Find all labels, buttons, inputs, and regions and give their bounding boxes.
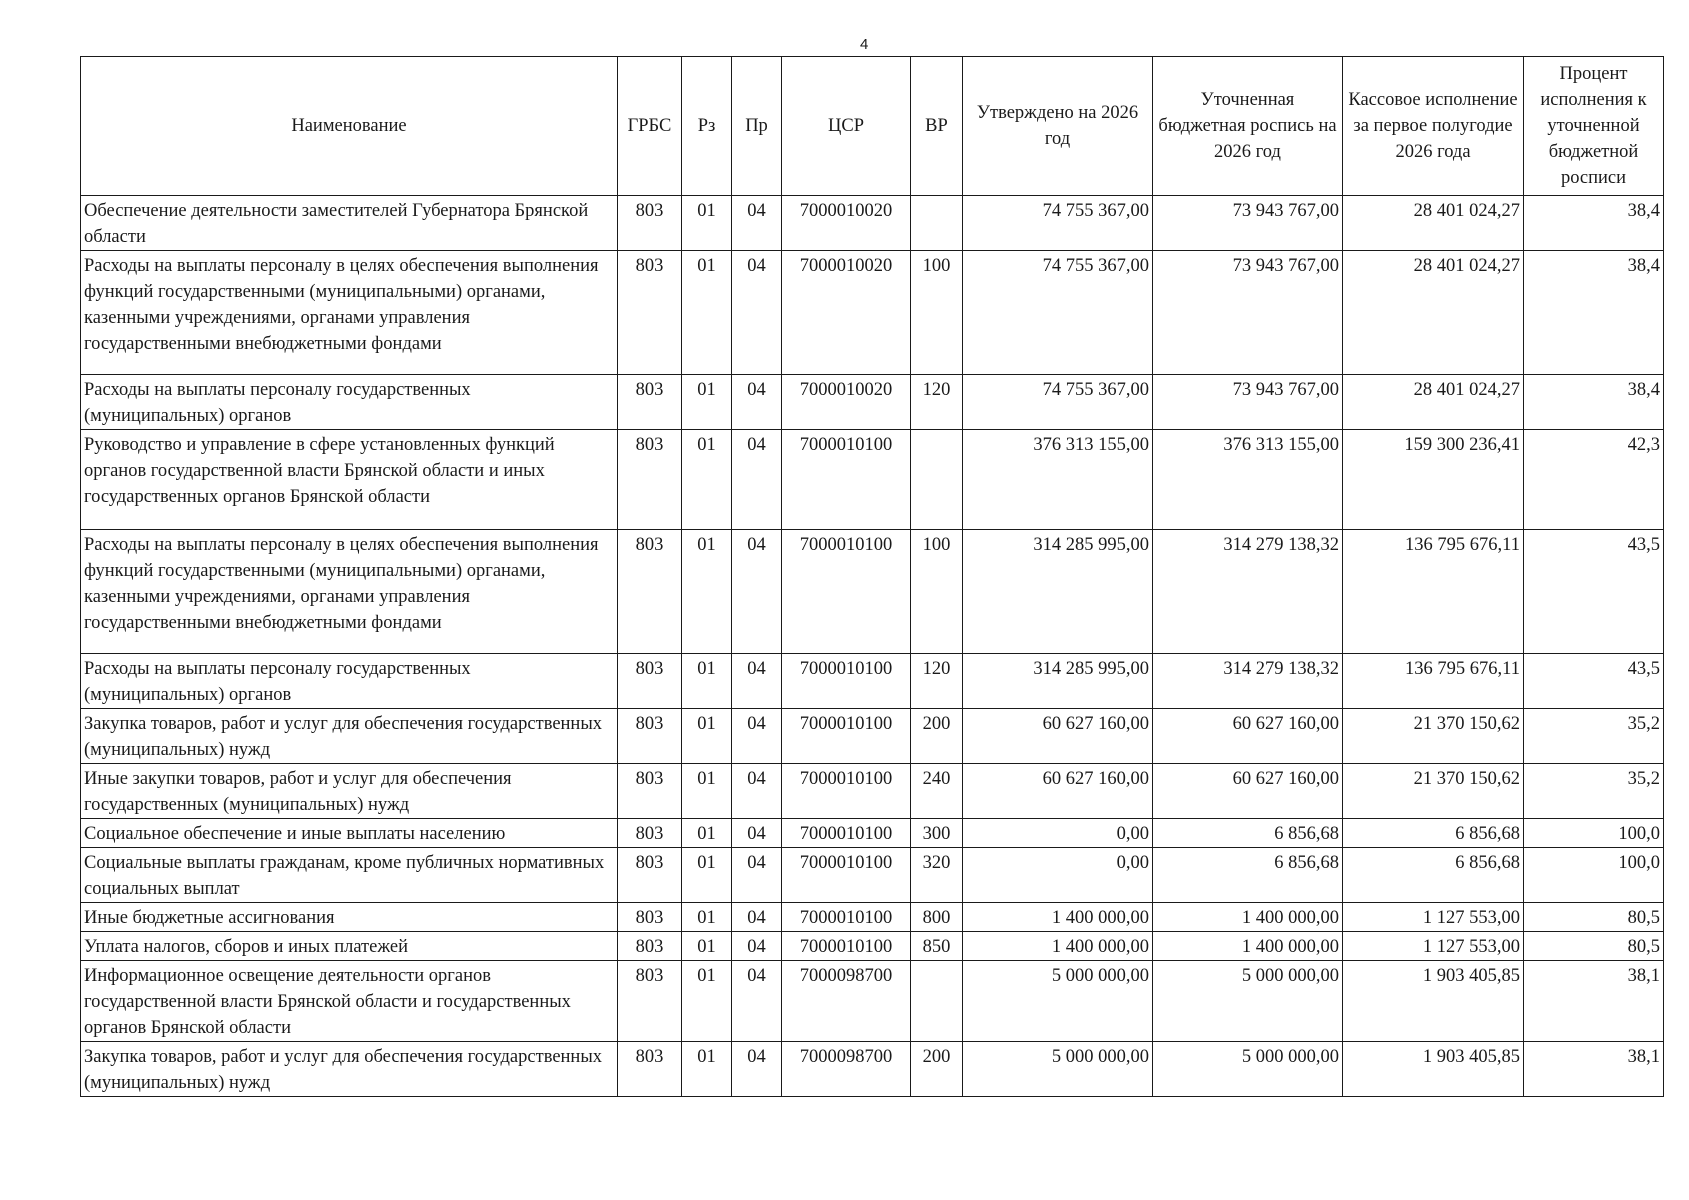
cell-pr: 04 (732, 430, 782, 530)
cell-rz: 01 (682, 1042, 732, 1097)
cell-csr: 7000010100 (782, 654, 911, 709)
cell-name: Расходы на выплаты персоналу в целях обеспечения выполнения функций государственными (муниципальными) органами, казенными учреждениями, органами управления государственными внебюджетными фондами (81, 251, 618, 375)
cell-csr: 7000010100 (782, 819, 911, 848)
cell-approved: 1 400 000,00 (963, 932, 1153, 961)
cell-name: Расходы на выплаты персоналу государственных (муниципальных) органов (81, 654, 618, 709)
cell-percent: 38,1 (1524, 1042, 1664, 1097)
cell-rz: 01 (682, 764, 732, 819)
table-row (81, 196, 1664, 251)
table-row (81, 903, 1664, 932)
cell-pr: 04 (732, 530, 782, 654)
cell-approved: 0,00 (963, 819, 1153, 848)
cell-vr (911, 196, 963, 251)
cell-grbs: 803 (618, 430, 682, 530)
cell-refined: 60 627 160,00 (1153, 709, 1343, 764)
cell-percent: 42,3 (1524, 430, 1664, 530)
cell-name: Информационное освещение деятельности органов государственной власти Брянской области и государственных органов Брянской области (81, 961, 618, 1042)
cell-vr: 320 (911, 848, 963, 903)
cell-percent: 35,2 (1524, 764, 1664, 819)
cell-grbs: 803 (618, 1042, 682, 1097)
cell-refined: 5 000 000,00 (1153, 961, 1343, 1042)
cell-grbs: 803 (618, 530, 682, 654)
cell-refined: 6 856,68 (1153, 819, 1343, 848)
cell-vr: 200 (911, 1042, 963, 1097)
cell-refined: 5 000 000,00 (1153, 1042, 1343, 1097)
cell-percent: 43,5 (1524, 530, 1664, 654)
cell-refined: 60 627 160,00 (1153, 764, 1343, 819)
cell-pr: 04 (732, 848, 782, 903)
cell-refined: 73 943 767,00 (1153, 251, 1343, 375)
cell-cash: 1 127 553,00 (1343, 903, 1524, 932)
cell-refined: 376 313 155,00 (1153, 430, 1343, 530)
cell-pr: 04 (732, 932, 782, 961)
cell-csr: 7000010100 (782, 764, 911, 819)
header-grbs: ГРБС (618, 57, 682, 196)
header-csr: ЦСР (782, 57, 911, 196)
cell-grbs: 803 (618, 251, 682, 375)
table-row (81, 932, 1664, 961)
table-header-row (81, 57, 1664, 196)
cell-approved: 5 000 000,00 (963, 1042, 1153, 1097)
page-number: 4 (860, 36, 869, 53)
table-row (81, 1042, 1664, 1097)
cell-name: Обеспечение деятельности заместителей Губернатора Брянской области (81, 196, 618, 251)
cell-rz: 01 (682, 430, 732, 530)
cell-rz: 01 (682, 709, 732, 764)
cell-approved: 74 755 367,00 (963, 196, 1153, 251)
cell-pr: 04 (732, 709, 782, 764)
cell-rz: 01 (682, 196, 732, 251)
cell-refined: 314 279 138,32 (1153, 654, 1343, 709)
table-row (81, 709, 1664, 764)
cell-grbs: 803 (618, 709, 682, 764)
table-row (81, 375, 1664, 430)
table-row (81, 764, 1664, 819)
cell-pr: 04 (732, 654, 782, 709)
cell-name: Иные бюджетные ассигнования (81, 903, 618, 932)
cell-approved: 1 400 000,00 (963, 903, 1153, 932)
cell-percent: 80,5 (1524, 903, 1664, 932)
cell-percent: 38,4 (1524, 196, 1664, 251)
cell-csr: 7000010100 (782, 709, 911, 764)
cell-grbs: 803 (618, 375, 682, 430)
cell-refined: 314 279 138,32 (1153, 530, 1343, 654)
cell-cash: 28 401 024,27 (1343, 196, 1524, 251)
cell-cash: 28 401 024,27 (1343, 375, 1524, 430)
cell-approved: 376 313 155,00 (963, 430, 1153, 530)
header-refined: Уточненная бюджетная роспись на 2026 год (1153, 57, 1343, 196)
cell-vr: 120 (911, 654, 963, 709)
cell-csr: 7000010100 (782, 430, 911, 530)
cell-vr: 200 (911, 709, 963, 764)
cell-vr (911, 961, 963, 1042)
cell-name: Расходы на выплаты персоналу в целях обеспечения выполнения функций государственными (муниципальными) органами, казенными учреждениями, органами управления государственными внебюджетными фондами (81, 530, 618, 654)
cell-percent: 38,4 (1524, 251, 1664, 375)
table-row (81, 430, 1664, 530)
cell-name: Уплата налогов, сборов и иных платежей (81, 932, 618, 961)
cell-grbs: 803 (618, 654, 682, 709)
cell-percent: 100,0 (1524, 848, 1664, 903)
cell-csr: 7000098700 (782, 961, 911, 1042)
table-row (81, 530, 1664, 654)
cell-pr: 04 (732, 961, 782, 1042)
cell-approved: 314 285 995,00 (963, 654, 1153, 709)
cell-approved: 60 627 160,00 (963, 709, 1153, 764)
cell-approved: 74 755 367,00 (963, 375, 1153, 430)
cell-csr: 7000010100 (782, 932, 911, 961)
cell-grbs: 803 (618, 961, 682, 1042)
header-pr: Пр (732, 57, 782, 196)
cell-cash: 21 370 150,62 (1343, 709, 1524, 764)
cell-vr (911, 430, 963, 530)
cell-percent: 35,2 (1524, 709, 1664, 764)
cell-vr: 100 (911, 530, 963, 654)
header-percent: Процент исполнения к уточненной бюджетной росписи (1524, 57, 1664, 196)
cell-approved: 314 285 995,00 (963, 530, 1153, 654)
cell-vr: 850 (911, 932, 963, 961)
cell-rz: 01 (682, 932, 732, 961)
cell-grbs: 803 (618, 903, 682, 932)
cell-cash: 136 795 676,11 (1343, 654, 1524, 709)
cell-cash: 6 856,68 (1343, 819, 1524, 848)
header-approved: Утверждено на 2026 год (963, 57, 1153, 196)
table-row (81, 251, 1664, 375)
cell-cash: 136 795 676,11 (1343, 530, 1524, 654)
cell-cash: 1 903 405,85 (1343, 961, 1524, 1042)
cell-pr: 04 (732, 819, 782, 848)
cell-vr: 240 (911, 764, 963, 819)
cell-csr: 7000010020 (782, 196, 911, 251)
cell-approved: 60 627 160,00 (963, 764, 1153, 819)
cell-refined: 73 943 767,00 (1153, 375, 1343, 430)
cell-grbs: 803 (618, 196, 682, 251)
cell-grbs: 803 (618, 848, 682, 903)
cell-pr: 04 (732, 764, 782, 819)
cell-csr: 7000098700 (782, 1042, 911, 1097)
cell-cash: 1 903 405,85 (1343, 1042, 1524, 1097)
cell-percent: 38,1 (1524, 961, 1664, 1042)
cell-pr: 04 (732, 375, 782, 430)
cell-vr: 120 (911, 375, 963, 430)
table-row (81, 819, 1664, 848)
cell-name: Расходы на выплаты персоналу государственных (муниципальных) органов (81, 375, 618, 430)
cell-rz: 01 (682, 903, 732, 932)
cell-cash: 1 127 553,00 (1343, 932, 1524, 961)
cell-percent: 80,5 (1524, 932, 1664, 961)
budget-table (80, 56, 1664, 1097)
cell-rz: 01 (682, 654, 732, 709)
header-vr: ВР (911, 57, 963, 196)
cell-vr: 100 (911, 251, 963, 375)
cell-rz: 01 (682, 251, 732, 375)
cell-vr: 300 (911, 819, 963, 848)
header-rz: Рз (682, 57, 732, 196)
cell-name: Руководство и управление в сфере установленных функций органов государственной власти Брянской области и иных государственных органов Брянской области (81, 430, 618, 530)
cell-refined: 1 400 000,00 (1153, 932, 1343, 961)
table-row (81, 961, 1664, 1042)
table-row (81, 848, 1664, 903)
cell-cash: 159 300 236,41 (1343, 430, 1524, 530)
cell-refined: 1 400 000,00 (1153, 903, 1343, 932)
cell-rz: 01 (682, 819, 732, 848)
cell-name: Закупка товаров, работ и услуг для обеспечения государственных (муниципальных) нужд (81, 1042, 618, 1097)
cell-rz: 01 (682, 961, 732, 1042)
cell-percent: 43,5 (1524, 654, 1664, 709)
cell-pr: 04 (732, 196, 782, 251)
cell-name: Социальное обеспечение и иные выплаты населению (81, 819, 618, 848)
cell-name: Социальные выплаты гражданам, кроме публичных нормативных социальных выплат (81, 848, 618, 903)
cell-approved: 74 755 367,00 (963, 251, 1153, 375)
cell-pr: 04 (732, 251, 782, 375)
cell-approved: 5 000 000,00 (963, 961, 1153, 1042)
cell-rz: 01 (682, 375, 732, 430)
cell-name: Иные закупки товаров, работ и услуг для обеспечения государственных (муниципальных) нужд (81, 764, 618, 819)
cell-grbs: 803 (618, 932, 682, 961)
header-name: Наименование (81, 57, 618, 196)
cell-csr: 7000010100 (782, 530, 911, 654)
cell-rz: 01 (682, 530, 732, 654)
cell-grbs: 803 (618, 819, 682, 848)
cell-cash: 6 856,68 (1343, 848, 1524, 903)
cell-pr: 04 (732, 903, 782, 932)
cell-cash: 28 401 024,27 (1343, 251, 1524, 375)
table-row (81, 654, 1664, 709)
cell-rz: 01 (682, 848, 732, 903)
cell-refined: 6 856,68 (1153, 848, 1343, 903)
header-cash: Кассовое исполнение за первое полугодие 2026 года (1343, 57, 1524, 196)
cell-pr: 04 (732, 1042, 782, 1097)
cell-percent: 100,0 (1524, 819, 1664, 848)
cell-name: Закупка товаров, работ и услуг для обеспечения государственных (муниципальных) нужд (81, 709, 618, 764)
cell-csr: 7000010020 (782, 251, 911, 375)
cell-refined: 73 943 767,00 (1153, 196, 1343, 251)
cell-csr: 7000010020 (782, 375, 911, 430)
cell-csr: 7000010100 (782, 903, 911, 932)
cell-cash: 21 370 150,62 (1343, 764, 1524, 819)
cell-approved: 0,00 (963, 848, 1153, 903)
cell-vr: 800 (911, 903, 963, 932)
cell-csr: 7000010100 (782, 848, 911, 903)
cell-grbs: 803 (618, 764, 682, 819)
cell-percent: 38,4 (1524, 375, 1664, 430)
